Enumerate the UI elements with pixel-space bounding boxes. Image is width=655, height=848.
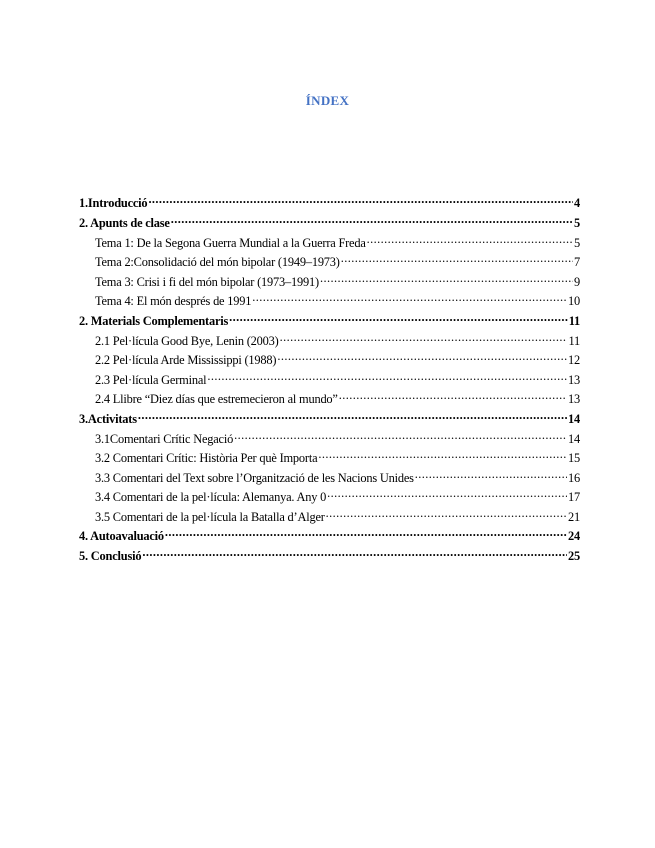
toc-entry-germinal[interactable] [79, 371, 580, 391]
toc-entry-label: Tema 3: Crisi i fi del món bipolar (1973–1991) [95, 274, 319, 289]
toc-entry-tema-3[interactable] [79, 273, 580, 293]
toc-entry-label: 3.2 Comentari Crític: Història Per què Importa [95, 451, 318, 466]
toc-entry-activitats[interactable] [79, 411, 580, 431]
toc-page-number: 14 [568, 411, 580, 426]
toc-page-number: 16 [568, 470, 580, 485]
toc-dot-leader [326, 509, 567, 521]
toc-entry-label: Tema 4: El món després de 1991 [95, 294, 252, 309]
toc-entry-label: 3.4 Comentari de la pel·lícula: Alemanya. Any 0 [95, 490, 327, 505]
toc-page-number: 24 [568, 529, 580, 544]
toc-dot-leader [341, 254, 573, 266]
toc-page-number: 14 [568, 431, 580, 446]
toc-page-number: 9 [574, 274, 580, 289]
toc-entry-label: 4. Autoavaluació [79, 529, 164, 544]
toc-page-number: 10 [568, 294, 580, 309]
toc-page-number: 13 [568, 372, 580, 387]
toc-entry-batalla-alger[interactable] [79, 509, 580, 529]
toc-dot-leader [320, 273, 573, 285]
toc-dot-leader [207, 371, 567, 383]
toc-entry-label: 2.2 Pel·lícula Arde Mississippi (1988) [95, 353, 277, 368]
toc-entry-alemanya-any-0[interactable] [79, 489, 580, 509]
toc-page-number: 13 [568, 392, 580, 407]
toc-page-number: 25 [568, 549, 580, 564]
toc-entry-arde-mississippi[interactable] [79, 352, 580, 372]
toc-page-number: 11 [568, 313, 580, 328]
toc-dot-leader [367, 234, 573, 246]
toc-entry-label: Tema 1: De la Segona Guerra Mundial a la Guerra Freda [95, 235, 366, 250]
toc-entry-good-bye-lenin[interactable] [79, 332, 580, 352]
toc-entry-label: 2.4 Llibre “Diez días que estremecieron al mundo” [95, 392, 338, 407]
toc-page-number: 7 [574, 255, 580, 270]
toc-dot-leader [165, 528, 567, 540]
toc-entry-label: 5. Conclusió [79, 549, 142, 564]
toc-entry-autoavaluacio[interactable] [79, 528, 580, 548]
toc-entry-label: 1.Introducció [79, 196, 148, 211]
toc-dot-leader [138, 411, 567, 423]
toc-entry-apunts-de-clase[interactable] [79, 215, 580, 235]
toc-page-number: 15 [568, 451, 580, 466]
toc-entry-tema-1[interactable] [79, 234, 580, 254]
toc-entry-label: Tema 2:Consolidació del món bipolar (1949–1973) [95, 255, 340, 270]
toc-dot-leader [142, 548, 567, 560]
toc-entry-label: 2.1 Pel·lícula Good Bye, Lenin (2003) [95, 333, 279, 348]
toc-entry-tema-4[interactable] [79, 293, 580, 313]
toc-entry-label: 3.3 Comentari del Text sobre l’Organització de les Nacions Unides [95, 470, 414, 485]
toc-entry-historia-per-que-importa[interactable] [79, 450, 580, 470]
toc-page-number: 11 [568, 333, 580, 348]
toc-page-number: 4 [574, 196, 580, 211]
toc-dot-leader [229, 313, 568, 325]
toc-dot-leader [415, 469, 567, 481]
toc-entry-nacions-unides[interactable] [79, 469, 580, 489]
toc-entry-diez-dias[interactable] [79, 391, 580, 411]
toc-dot-leader [252, 293, 567, 305]
toc-page-number: 5 [574, 215, 580, 230]
toc-dot-leader [277, 352, 567, 364]
toc-entry-tema-2[interactable] [79, 254, 580, 274]
toc-dot-leader [234, 430, 567, 442]
toc-entry-introduccio[interactable] [79, 195, 580, 215]
table-of-contents [79, 195, 580, 567]
page-title: ÍNDEX [305, 93, 350, 108]
toc-dot-leader [318, 450, 567, 462]
toc-entry-label: 3.Activitats [79, 411, 137, 426]
toc-entry-label: 3.1Comentari Crític Negació [95, 431, 234, 446]
toc-dot-leader [171, 215, 573, 227]
toc-entry-conclusio[interactable] [79, 548, 580, 568]
toc-entry-materials-complementaris[interactable] [79, 313, 580, 333]
toc-entry-comentari-negacio[interactable] [79, 430, 580, 450]
toc-entry-label: 2.3 Pel·lícula Germinal [95, 372, 207, 387]
toc-entry-label: 3.5 Comentari de la pel·lícula la Batalla d’Alger [95, 509, 325, 524]
toc-dot-leader [148, 195, 573, 207]
toc-page-number: 5 [574, 235, 580, 250]
toc-dot-leader [327, 489, 567, 501]
toc-page-number: 21 [568, 509, 580, 524]
toc-dot-leader [280, 332, 568, 344]
toc-page-number: 17 [568, 490, 580, 505]
toc-page-number: 12 [568, 353, 580, 368]
toc-entry-label: 2. Materials Complementaris [79, 313, 229, 328]
toc-entry-label: 2. Apunts de clase [79, 215, 170, 230]
toc-dot-leader [339, 391, 567, 403]
